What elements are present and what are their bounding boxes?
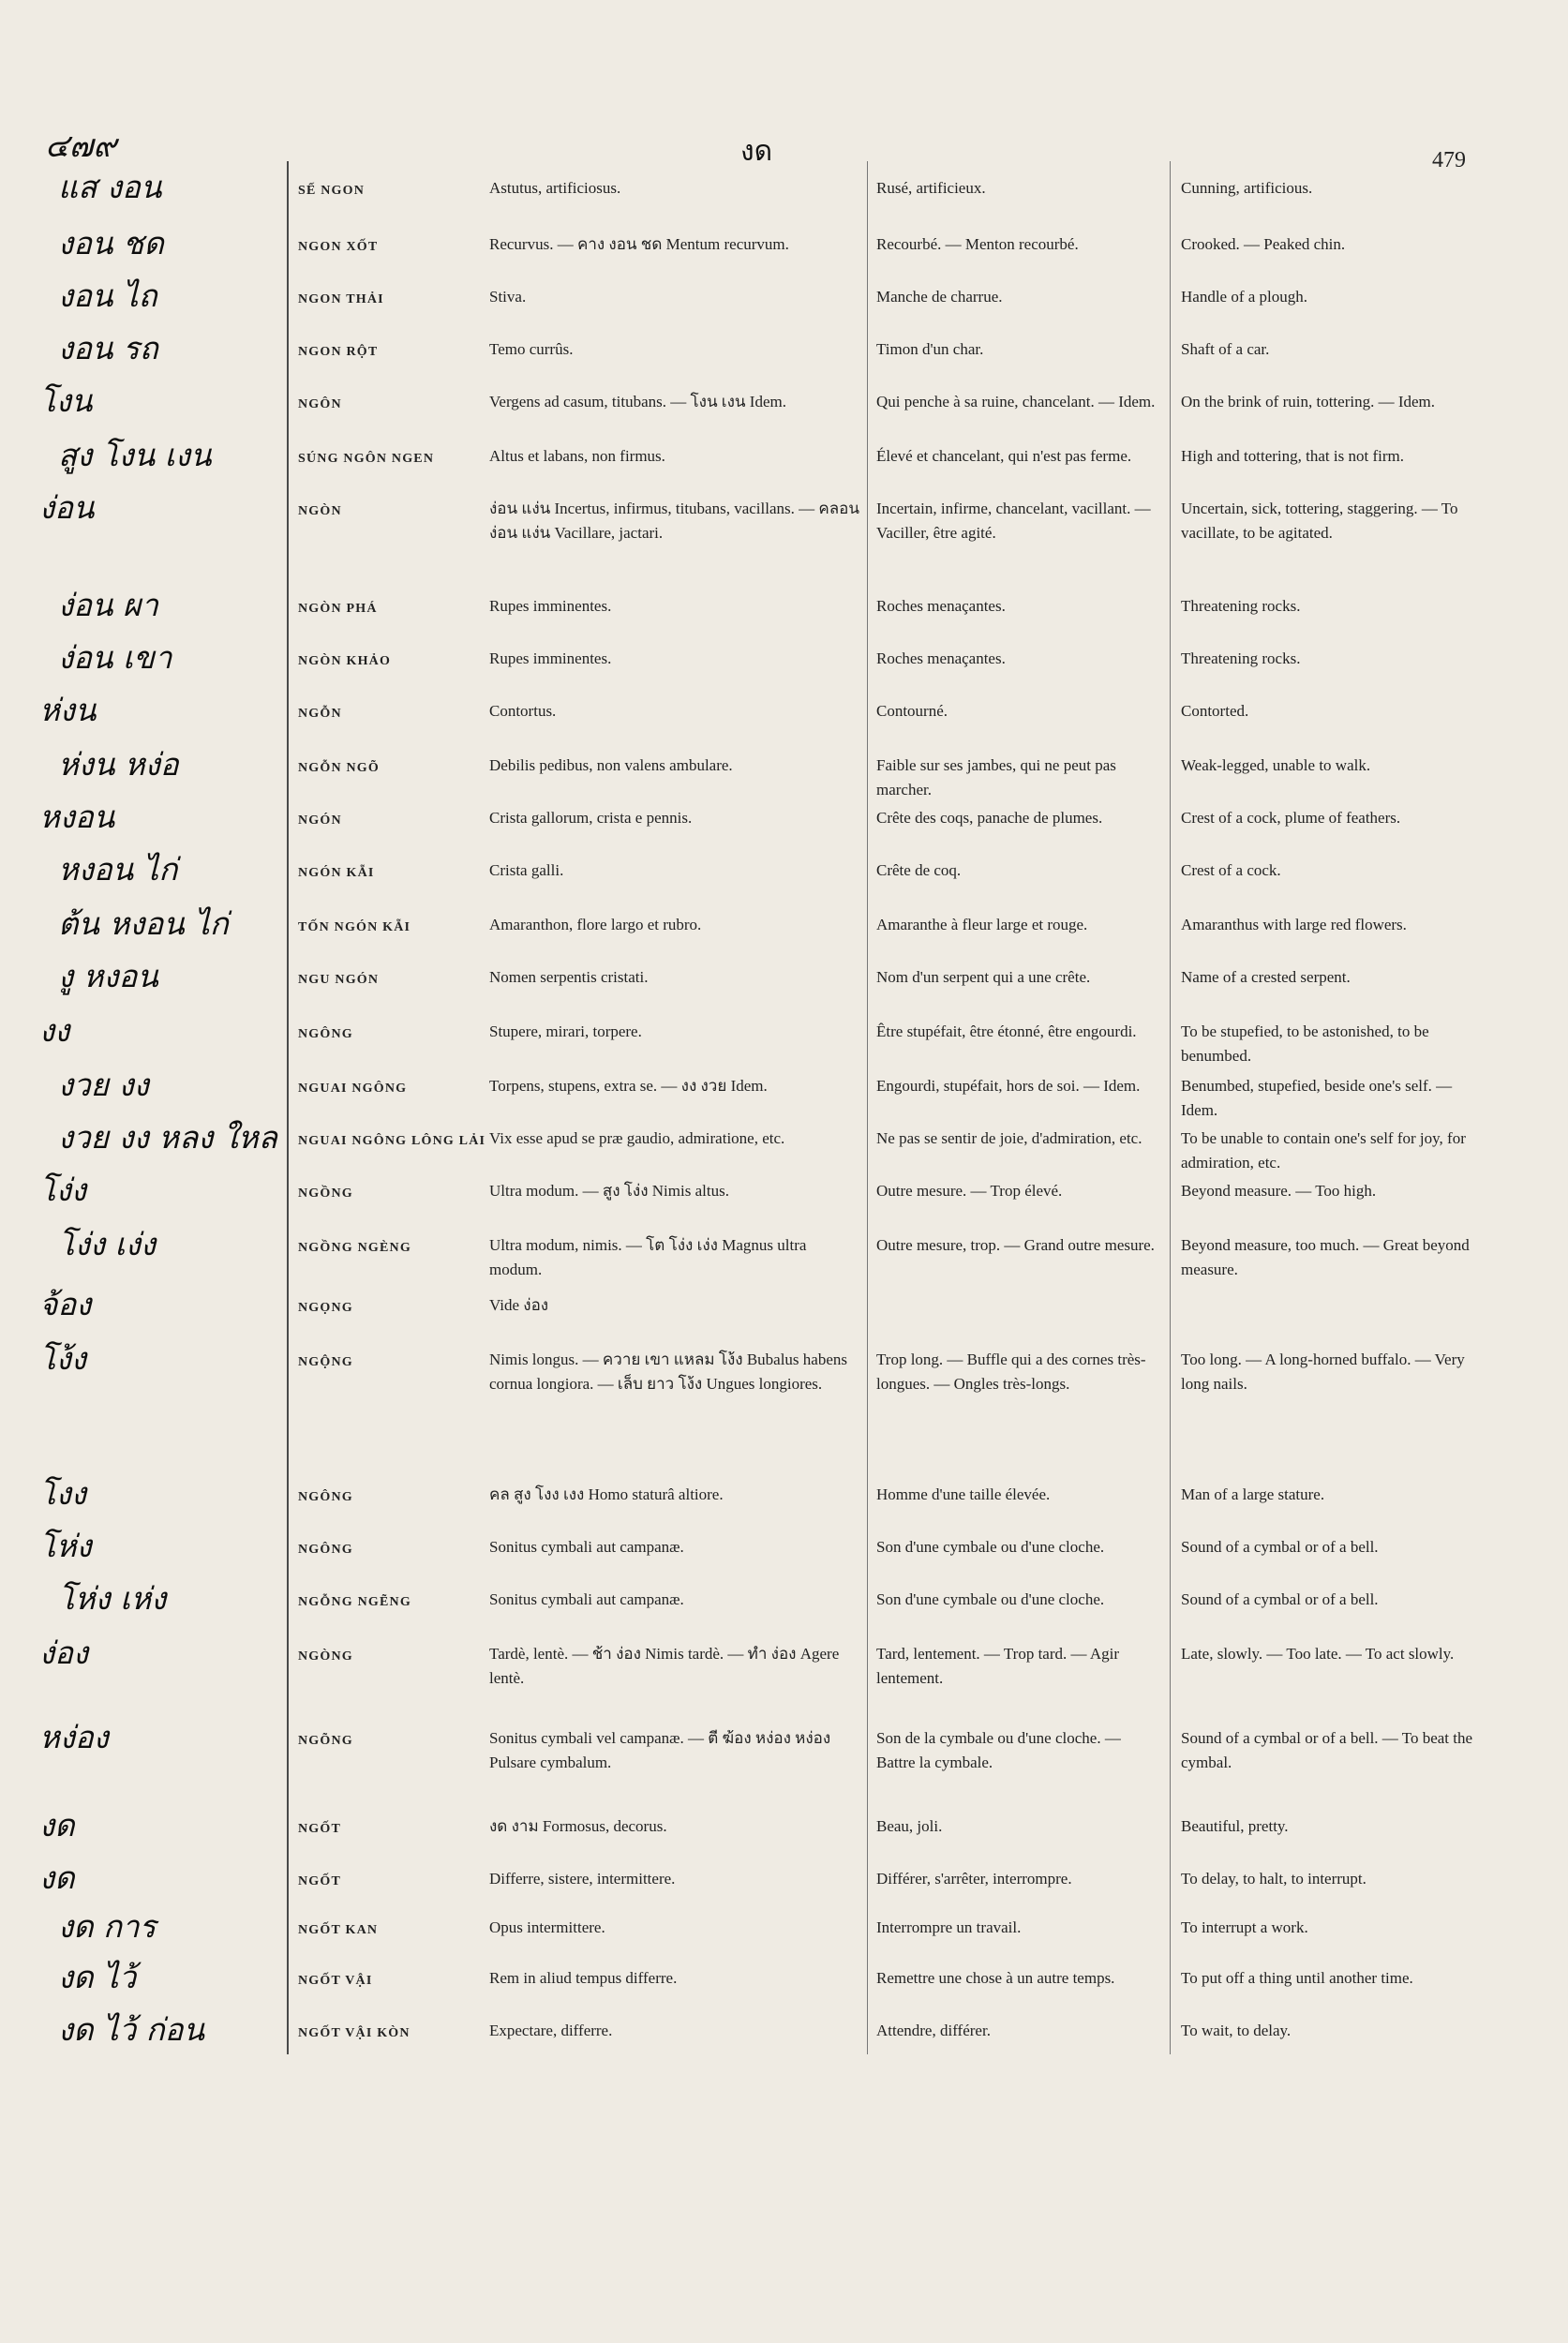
headword-thai: โงง xyxy=(39,1475,86,1512)
english-definition: To wait, to delay. xyxy=(1181,2022,1292,2039)
romanization: NGÒN xyxy=(298,504,342,518)
french-definition: Trop long. — Buffle qui a des cornes très-longues. — Ongles très-longs. xyxy=(876,1351,1146,1393)
french-definition: Son d'une cymbale ou d'une cloche. xyxy=(876,1590,1105,1608)
latin-definition: Ultra modum, nimis. — โต โง่ง เง่ง Magnus ultra modum. xyxy=(489,1236,807,1278)
english-definition: To interrupt a work. xyxy=(1181,1918,1308,1936)
english-definition: Amaranthus with large red flowers. xyxy=(1181,916,1407,933)
latin-definition: Ultra modum. — สูง โง่ง Nimis altus. xyxy=(489,1182,729,1200)
french-definition: Ne pas se sentir de joie, d'admiration, etc. xyxy=(876,1129,1142,1147)
french-definition: Son de la cymbale ou d'une cloche. — Battre la cymbale. xyxy=(876,1729,1121,1771)
latin-definition: Amaranthon, flore largo et rubro. xyxy=(489,916,702,933)
romanization: NGỐT VẬI KÒN xyxy=(298,2026,411,2040)
french-definition: Timon d'un char. xyxy=(876,340,984,358)
romanization: NGON XỐT xyxy=(298,240,379,254)
romanization: NGỐT xyxy=(298,1874,342,1888)
latin-definition: คล สูง โงง เงง Homo staturâ altiore. xyxy=(489,1485,724,1503)
headword-thai: งด การ xyxy=(58,1908,157,1945)
romanization: NGÓN KẴI xyxy=(298,866,375,880)
english-definition: Benumbed, stupefied, beside one's self. — Idem. xyxy=(1181,1077,1453,1119)
romanization: SÚNG NGÔN NGEN xyxy=(298,452,435,466)
headword-thai: งวย งง xyxy=(58,1067,149,1103)
romanization: SẾ NGON xyxy=(298,184,366,198)
latin-definition: Crista gallorum, crista e pennis. xyxy=(489,809,693,827)
latin-definition: Sonitus cymbali aut campanæ. xyxy=(489,1538,684,1556)
romanization: NGÔNG xyxy=(298,1027,353,1041)
french-definition: Amaranthe à fleur large et rouge. xyxy=(876,916,1088,933)
latin-definition: Nomen serpentis cristati. xyxy=(489,968,649,986)
romanization: NGUAI NGÔNG xyxy=(298,1082,408,1096)
french-definition: Incertain, infirme, chancelant, vacillant. — Vaciller, être agité. xyxy=(876,500,1151,542)
headword-thai: ง่อง xyxy=(39,1634,89,1671)
english-definition: High and tottering, that is not firm. xyxy=(1181,447,1404,465)
headword-thai: โงน xyxy=(39,382,93,419)
english-definition: Crest of a cock, plume of feathers. xyxy=(1181,809,1401,827)
headword-thai: งู หงอน xyxy=(58,958,158,994)
french-definition: Manche de charrue. xyxy=(876,288,1003,306)
romanization: NGỖN NGÕ xyxy=(298,761,380,775)
romanization: NGỖN xyxy=(298,707,342,721)
running-header: งด xyxy=(740,135,773,168)
romanization: NGÔNG xyxy=(298,1543,353,1557)
headword-thai: งง xyxy=(39,1012,70,1049)
headword-thai: โง่ง xyxy=(39,1172,86,1208)
headword-thai: ต้น หงอน ไก่ xyxy=(58,905,229,942)
french-definition: Outre mesure. — Trop élevé. xyxy=(876,1182,1063,1200)
english-definition: Name of a crested serpent. xyxy=(1181,968,1351,986)
french-definition: Crête de coq. xyxy=(876,861,962,879)
english-definition: Weak-legged, unable to walk. xyxy=(1181,756,1371,774)
french-definition: Outre mesure, trop. — Grand outre mesure. xyxy=(876,1236,1155,1254)
french-definition: Contourné. xyxy=(876,702,948,720)
romanization: NGON RỘT xyxy=(298,345,379,359)
french-definition: Son d'une cymbale ou d'une cloche. xyxy=(876,1538,1105,1556)
column-rule-2 xyxy=(867,161,868,2054)
romanization: NGỌNG xyxy=(298,1301,353,1315)
french-definition: Élevé et chancelant, qui n'est pas ferme. xyxy=(876,447,1132,465)
latin-definition: Sonitus cymbali aut campanæ. xyxy=(489,1590,684,1608)
french-definition: Être stupéfait, être étonné, être engourdi. xyxy=(876,1022,1137,1040)
headword-thai: งอน ชด xyxy=(58,225,164,261)
romanization: NGỐT VẬI xyxy=(298,1974,373,1988)
english-definition: Threatening rocks. xyxy=(1181,649,1301,667)
french-definition: Remettre une chose à un autre temps. xyxy=(876,1969,1115,1987)
french-definition: Beau, joli. xyxy=(876,1817,943,1835)
latin-definition: Astutus, artificiosus. xyxy=(489,179,621,197)
french-definition: Faible sur ses jambes, qui ne peut pas marcher. xyxy=(876,756,1116,798)
english-definition: Sound of a cymbal or of a bell. xyxy=(1181,1590,1379,1608)
french-definition: Qui penche à sa ruine, chancelant. — Idem. xyxy=(876,393,1156,410)
french-definition: Rusé, artificieux. xyxy=(876,179,986,197)
headword-thai: หงอน ไก่ xyxy=(58,851,178,888)
headword-thai: งอน ไถ xyxy=(58,277,157,314)
english-definition: Threatening rocks. xyxy=(1181,597,1301,615)
english-definition: Handle of a plough. xyxy=(1181,288,1308,306)
latin-definition: Vergens ad casum, titubans. — โงน เงน Idem. xyxy=(489,393,786,410)
latin-definition: Rem in aliud tempus differre. xyxy=(489,1969,678,1987)
page-number: 479 xyxy=(1432,148,1466,172)
english-definition: Beyond measure. — Too high. xyxy=(1181,1182,1377,1200)
romanization: NGÔNG xyxy=(298,1490,353,1504)
french-definition: Recourbé. — Menton recourbé. xyxy=(876,235,1079,253)
french-definition: Interrompre un travail. xyxy=(876,1918,1022,1936)
latin-definition: Contortus. xyxy=(489,702,557,720)
english-definition: To be stupefied, to be astonished, to be benumbed. xyxy=(1181,1022,1429,1065)
headword-thai: งด xyxy=(39,1807,75,1843)
headword-thai: งด xyxy=(39,1859,75,1896)
english-definition: To be unable to contain one's self for joy, for admiration, etc. xyxy=(1181,1129,1466,1172)
headword-thai: โห่ง เห่ง xyxy=(58,1580,167,1617)
english-definition: Man of a large stature. xyxy=(1181,1485,1325,1503)
headword-thai: ห่งน หง่อ xyxy=(58,746,179,783)
latin-definition: Temo currûs. xyxy=(489,340,574,358)
romanization: NGỒNG xyxy=(298,1186,353,1201)
headword-thai: โง่ง เง่ง xyxy=(58,1226,156,1262)
headword-thai: หง่อง xyxy=(39,1719,109,1755)
latin-definition: Torpens, stupens, extra se. — งง งวย Idem. xyxy=(489,1077,768,1095)
romanization: NGÒNG xyxy=(298,1649,353,1664)
latin-definition: Expectare, differre. xyxy=(489,2022,613,2039)
headword-thai: งด ไว้ xyxy=(58,1959,137,1995)
english-definition: Sound of a cymbal or of a bell. — To beat the cymbal. xyxy=(1181,1729,1473,1771)
french-definition: Nom d'un serpent qui a une crête. xyxy=(876,968,1091,986)
headword-thai: โห่ง xyxy=(39,1528,92,1564)
column-rule-1 xyxy=(287,161,289,2054)
english-definition: To put off a thing until another time. xyxy=(1181,1969,1413,1987)
headword-thai: สูง โงน เงน xyxy=(58,437,212,473)
column-rule-3 xyxy=(1170,161,1171,2054)
romanization: NGỘNG xyxy=(298,1355,353,1369)
french-definition: Différer, s'arrêter, interrompre. xyxy=(876,1870,1072,1888)
latin-definition: Recurvus. — คาง งอน ชด Mentum recurvum. xyxy=(489,235,789,253)
romanization: NGỐT KAN xyxy=(298,1923,379,1937)
latin-definition: Rupes imminentes. xyxy=(489,597,612,615)
romanization: NGỒNG NGÈNG xyxy=(298,1241,411,1255)
latin-definition: Altus et labans, non firmus. xyxy=(489,447,665,465)
latin-definition: Stiva. xyxy=(489,288,527,306)
english-definition: Uncertain, sick, tottering, staggering. — To vacillate, to be agitated. xyxy=(1181,500,1458,542)
french-definition: Attendre, différer. xyxy=(876,2022,991,2039)
english-definition: Too long. — A long-horned buffalo. — Very long nails. xyxy=(1181,1351,1465,1393)
headword-thai: โง้ง xyxy=(39,1340,86,1377)
english-definition: Sound of a cymbal or of a bell. xyxy=(1181,1538,1379,1556)
romanization: NGON THẢI xyxy=(298,292,384,306)
headword-thai: ง่อน xyxy=(39,489,95,526)
headword-thai: ง่อน เขา xyxy=(58,639,172,676)
romanization: NGỐT xyxy=(298,1822,342,1836)
latin-definition: Differre, sistere, intermittere. xyxy=(489,1870,676,1888)
romanization: NGÒN PHÁ xyxy=(298,602,378,616)
english-definition: Beyond measure, too much. — Great beyond measure. xyxy=(1181,1236,1470,1278)
latin-definition: Vix esse apud se præ gaudio, admiratione, etc. xyxy=(489,1129,785,1147)
english-definition: To delay, to halt, to interrupt. xyxy=(1181,1870,1366,1888)
headword-thai: หงอน xyxy=(39,798,115,835)
headword-thai: งวย งง หลง ใหล xyxy=(58,1119,277,1156)
french-definition: Crête des coqs, panache de plumes. xyxy=(876,809,1103,827)
headword-thai: งอน รถ xyxy=(58,330,158,366)
latin-definition: Crista galli. xyxy=(489,861,564,879)
english-definition: Shaft of a car. xyxy=(1181,340,1270,358)
english-definition: Crest of a cock. xyxy=(1181,861,1281,879)
latin-definition: Debilis pedibus, non valens ambulare. xyxy=(489,756,733,774)
english-definition: Contorted. xyxy=(1181,702,1249,720)
latin-definition: Tardè, lentè. — ช้า ง่อง Nimis tardè. — ทำ ง่อง Agere lentè. xyxy=(489,1645,840,1687)
latin-definition: Rupes imminentes. xyxy=(489,649,612,667)
romanization: NGUAI NGÔNG LÔNG LẢI xyxy=(298,1134,486,1148)
french-definition: Roches menaçantes. xyxy=(876,649,1006,667)
headword-thai: แส งอน xyxy=(58,169,162,205)
romanization: NGÕNG xyxy=(298,1734,353,1748)
latin-definition: Vide ง่อง xyxy=(489,1296,549,1314)
headword-thai: ห่งน xyxy=(39,692,97,728)
romanization: TỐN NGÓN KẴI xyxy=(298,920,411,934)
headword-thai: จ้อง xyxy=(39,1286,92,1322)
romanization: NGU NGÓN xyxy=(298,973,380,987)
latin-definition: ง่อน แง่น Incertus, infirmus, titubans, vacillans. — คลอน ง่อน แง่น Vacillare, jactari. xyxy=(489,500,859,542)
english-definition: Late, slowly. — Too late. — To act slowly. xyxy=(1181,1645,1455,1663)
english-definition: Cunning, artificious. xyxy=(1181,179,1313,197)
english-definition: On the brink of ruin, tottering. — Idem. xyxy=(1181,393,1436,410)
latin-definition: Stupere, mirari, torpere. xyxy=(489,1022,642,1040)
english-definition: Crooked. — Peaked chin. xyxy=(1181,235,1346,253)
latin-definition: Nimis longus. — ควาย เขา แหลม โง้ง Bubalus habens cornua longiora. — เล็บ ยาว โง้ง Ungues longiores. xyxy=(489,1351,848,1393)
english-definition: Beautiful, pretty. xyxy=(1181,1817,1289,1835)
romanization: NGÓN xyxy=(298,813,342,828)
french-definition: Roches menaçantes. xyxy=(876,597,1006,615)
headword-thai: งด ไว้ ก่อน xyxy=(58,2011,205,2048)
french-definition: Tard, lentement. — Trop tard. — Agir lentement. xyxy=(876,1645,1119,1687)
romanization: NGÒN KHẢO xyxy=(298,654,392,668)
romanization: NGỖNG NGẼNG xyxy=(298,1595,411,1609)
latin-definition: งด งาม Formosus, decorus. xyxy=(489,1817,667,1835)
latin-definition: Opus intermittere. xyxy=(489,1918,605,1936)
french-definition: Homme d'une taille élevée. xyxy=(876,1485,1051,1503)
headword-thai: ง่อน ผา xyxy=(58,587,158,623)
french-definition: Engourdi, stupéfait, hors de soi. — Idem. xyxy=(876,1077,1141,1095)
latin-definition: Sonitus cymbali vel campanæ. — ตี ฆ้อง หง่อง หง่อง Pulsare cymbalum. xyxy=(489,1729,831,1771)
thai-page-number: ๔๗๙ xyxy=(45,127,117,165)
romanization: NGÔN xyxy=(298,397,342,411)
